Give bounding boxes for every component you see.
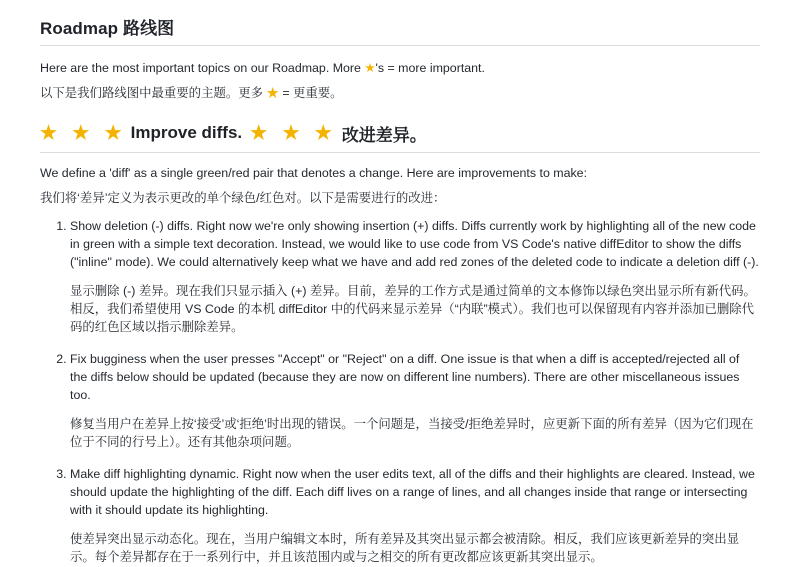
- section-description-cn: 我们将‘差异’定义为表示更改的单个绿色/红色对。以下是需要进行的改进：: [40, 190, 446, 205]
- stars-leading-icon: ★ ★ ★: [40, 122, 127, 144]
- section-heading-improve-diffs: [40, 121, 760, 146]
- stars-trailing-icon: ★ ★ ★: [250, 122, 337, 144]
- star-icon: ★: [266, 85, 279, 100]
- list-item-en: 3. Make diff highlighting dynamic. Right now when the user edits text, all of the diffs and their highlights are cleared. Instead, we should update the highlighting of the diff. Each diff lives on a range of lines, and all changes inside that range or intersecting with it should update its highlighting.: [70, 466, 755, 517]
- page-title: Roadmap 路线图: [40, 19, 175, 38]
- list-item-en: 2. Fix bugginess when the user presses "Accept" or "Reject" on a diff. One issue is that when a diff is accepted/rejected all of the diffs below should be updated (because they are now on different line numbers). There are other miscellaneous issues too.: [70, 351, 740, 402]
- intro-paragraph-cn: [40, 85, 760, 103]
- list-item-en: 1. Show deletion (-) diffs. Right now we're only showing insertion (+) diffs. Diffs currently work by highlighting all of the new code in green with a simple text decoration. Instead, we would like to use code from VS Code's native diffEditor to show the diffs ("inline" mode). We could alternatively keep what we have and add red zones of the deleted code to indicate a deletion diff (-).: [70, 218, 759, 269]
- title-divider: [40, 45, 760, 46]
- intro-cn-post: = 更重要。: [278, 85, 343, 100]
- section-heading-cn: 改进差异。: [341, 125, 427, 145]
- intro-en-post: 's = more important.: [375, 61, 485, 75]
- intro-cn-pre: 以下是我们路线图中最重要的主题。更多: [40, 85, 267, 100]
- section-divider: [40, 152, 760, 153]
- list-item: [70, 351, 760, 452]
- list-item-cn: 修复当用户在差异上按‘接受’或‘拒绝’时出现的错误。一个问题是，当接受/拒绝差异时，应更新下面的所有差异（因为它们现在位于不同的行号上）。还有其他杂项问题。: [70, 416, 754, 449]
- section-description-en: We define a 'diff' as a single green/red pair that denotes a change. Here are improvements to make:: [40, 165, 588, 180]
- intro-paragraph-en: [40, 60, 760, 78]
- intro-en-pre: Here are the most important topics on our Roadmap. More: [40, 61, 365, 75]
- list-item-cn: 使差异突出显示动态化。现在，当用户编辑文本时，所有差异及其突出显示都会被清除。相反，我们应该更新差异的突出显示。每个差异都存在于一系列行中，并且该范围内或与之相交的所有更改都应该更新其突出显示。: [70, 531, 740, 564]
- list-item: [70, 466, 760, 567]
- list-item-cn: 显示删除 (-) 差异。现在我们只显示插入 (+) 差异。目前，差异的工作方式是通过简单的文本修饰以绿色突出显示所有新代码。相反，我们希望使用 VS Code 的本机 diffEditor 中的代码来显示差异（“内联”模式）。我们也可以保留现有内容并添加已删除代码的红色区域以指示删除差异。: [70, 283, 756, 334]
- star-icon: ★: [364, 61, 376, 75]
- section-heading-en: Improve diffs.: [130, 123, 243, 143]
- improvements-list: [40, 218, 760, 567]
- list-item: [70, 218, 760, 337]
